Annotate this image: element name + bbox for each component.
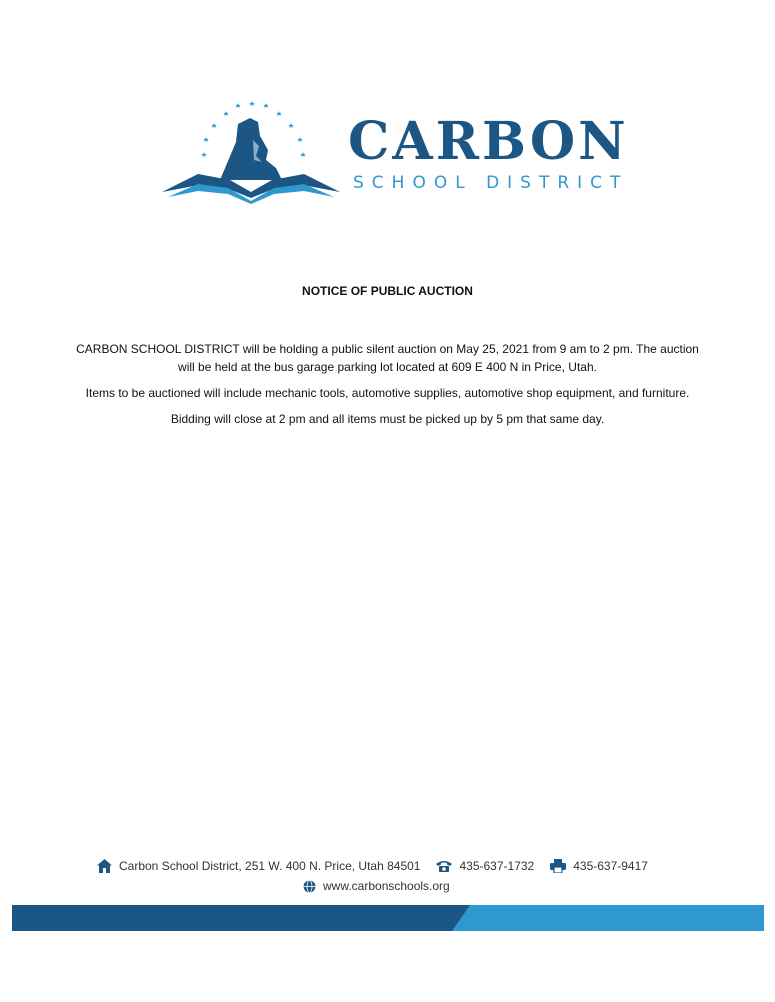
footer-address (97, 859, 420, 873)
mountain-book-emblem-icon (158, 100, 343, 205)
globe-icon (303, 880, 316, 893)
address-text: Carbon School District, 251 W. 400 N. Price, Utah 84501 (119, 859, 421, 873)
notice-paragraph: Bidding will close at 2 pm and all items must be picked up by 5 pm that same day. (170, 412, 605, 426)
logo-title: CARBON (348, 111, 629, 172)
footer-phone (436, 859, 534, 873)
notice-title: NOTICE OF PUBLIC AUCTION (302, 284, 473, 298)
footer-website-line (303, 879, 450, 893)
footer-fax (550, 859, 648, 873)
logo-subtitle: SCHOOL DISTRICT (353, 173, 629, 193)
district-logo (158, 100, 628, 210)
phone-text: 435-637-1732 (459, 859, 535, 873)
notice-paragraph: Items to be auctioned will include mechanic tools, automotive supplies, automotive shop equipment, and furniture. (85, 386, 690, 400)
home-icon (97, 859, 112, 873)
notice-body (70, 340, 705, 436)
fax-text: 435-637-9417 (573, 859, 648, 873)
website-link[interactable]: www.carbonschools.org (323, 879, 450, 893)
footer-contact-line (97, 859, 664, 873)
phone-icon (436, 860, 452, 872)
footer-color-bar (12, 905, 764, 931)
notice-paragraph: CARBON SCHOOL DISTRICT will be holding a public silent auction on May 25, 2021 from 9 am to 2 pm. The auction will be held at the bus garage parking lot located at 609 E 400 N in Price, Utah. (76, 342, 699, 374)
printer-icon (550, 859, 566, 873)
